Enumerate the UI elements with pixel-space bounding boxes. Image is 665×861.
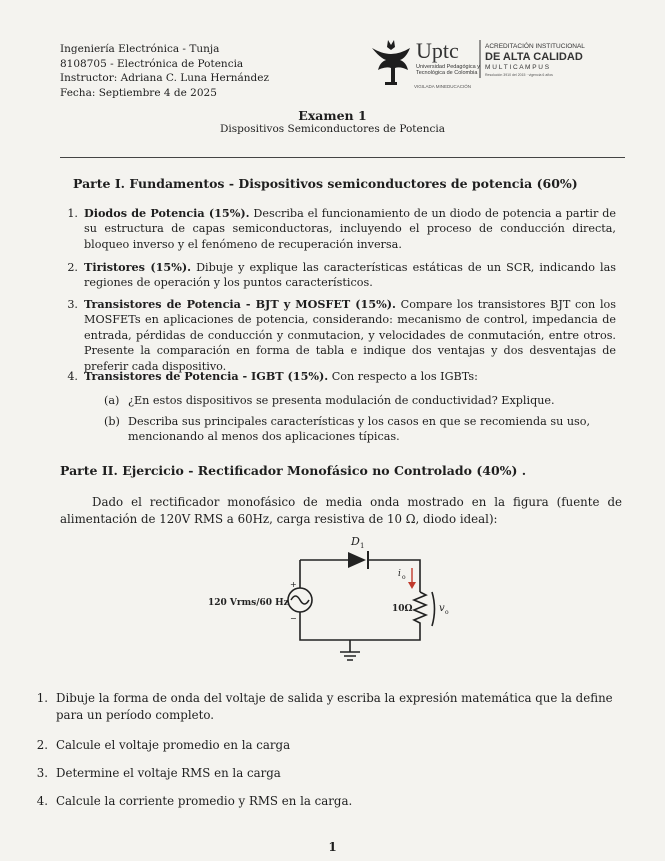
item-title: Diodos de Potencia (15%). — [84, 206, 250, 220]
question-item — [32, 737, 622, 754]
item-text: Compare los transistores BJT con los MOSFETs en aplicaciones de potencia, considerando: mecanismo de control, impedancia de entrada, pérdidas de conducción y conmutacion, y velocidades de conmutación, entre otros. Presente la comparación en forma de tabla e indique dos ventajas y dos desventajas de preferir cada dispositivo. — [84, 298, 616, 373]
question-text: Calcule la corriente promedio y RMS en la carga. — [56, 794, 353, 808]
item-text: Describa el funcionamiento de un diodo de potencia a partir de su estructura de capas semiconductoras, incluyendo el proceso de conducción directa, bloqueo inverso y el fenómeno de recuperación inversa. — [84, 207, 617, 251]
resistor-icon — [414, 592, 426, 626]
question-text: Dibuje la forma de onda del voltaje de salida y escriba la expresión matemática que la define para un período completo. — [56, 691, 613, 722]
exam-title: Examen 1 — [298, 108, 367, 123]
item-title: Transistores de Potencia - BJT y MOSFET (15%). — [84, 297, 396, 311]
item-title: Transistores de Potencia - IGBT (15%). — [84, 369, 329, 383]
accreditation-main: DE ALTA CALIDAD — [485, 51, 583, 63]
ground-icon — [340, 652, 360, 660]
header-line: 8108705 - Electrónica de Potencia — [60, 57, 244, 70]
current-label: i — [398, 569, 401, 579]
header-line: Instructor: Adriana C. Luna Hernández — [60, 72, 269, 84]
question-number: 4. — [36, 794, 48, 808]
subitem-label: (b) — [104, 415, 120, 428]
subitem — [104, 393, 618, 408]
item-title: Tiristores (15%). — [84, 260, 192, 274]
item-number: 2. — [67, 261, 78, 274]
diode-label: D — [351, 535, 360, 548]
diode-sub: 1 — [360, 542, 365, 550]
item-number: 4. — [67, 370, 78, 383]
page-number: 1 — [328, 840, 337, 854]
course-header — [60, 42, 269, 100]
header-line: Ingeniería Electrónica - Tunja — [60, 43, 220, 55]
question-item — [32, 793, 622, 810]
crest-icon — [372, 40, 410, 85]
part1-heading: Parte I. Fundamentos - Dispositivos semiconductores de potencia (60%) — [73, 176, 578, 191]
question-number: 1. — [36, 691, 48, 705]
logo-university-line: Tecnológica de Colombia — [416, 70, 478, 76]
part2-heading: Parte II. Ejercicio - Rectificador Monofásico no Controlado (40%) . — [60, 463, 527, 478]
item-number: 3. — [67, 298, 78, 311]
diode-icon — [348, 551, 368, 569]
voltage-label: v — [439, 603, 445, 614]
item-number: 1. — [67, 207, 78, 220]
university-logo — [368, 34, 598, 92]
accreditation-top: ACREDITACIÓN INSTITUCIONAL — [485, 43, 585, 50]
logo-brand: Uptc — [416, 38, 459, 63]
header-line: Fecha: Septiembre 4 de 2025 — [60, 86, 217, 99]
question-item — [32, 765, 622, 782]
part2-intro: Dado el rectificador monofásico de media onda mostrado en la figura (fuente de alimentación de 120V RMS a 60Hz, carga resistiva de 10 Ω, diodo ideal): — [60, 495, 622, 526]
list-item — [64, 260, 616, 291]
item-text: Dibuje y explique las características estáticas de un SCR, indicando las regiones de operación y los puntos característicos. — [84, 261, 616, 290]
divider — [60, 157, 625, 158]
subitem — [104, 414, 618, 445]
list-item — [64, 297, 616, 374]
current-sub: o — [402, 574, 406, 581]
item-text: Con respecto a los IGBTs: — [328, 370, 478, 383]
question-text: Calcule el voltaje promedio en la carga — [56, 738, 291, 752]
logo-university-line: Universidad Pedagógica y — [416, 64, 480, 70]
voltage-sub: o — [445, 609, 449, 616]
resistor-label: 10Ω — [392, 604, 413, 614]
source-plus: + — [290, 580, 297, 589]
subitem-text: ¿En estos dispositivos se presenta modulación de conductividad? Explique. — [128, 394, 555, 407]
list-item — [64, 206, 616, 252]
list-item — [64, 369, 616, 384]
current-arrow-icon — [408, 568, 416, 589]
subitem-text: Describa sus principales características y los casos en que se recomienda su uso, mencionando al menos dos aplicaciones típicas. — [128, 415, 591, 444]
vigilada-text: VIGILADA MINEDUCACIÓN — [414, 84, 472, 89]
question-item — [32, 690, 622, 723]
rectifier-circuit-diagram — [190, 530, 460, 670]
question-number: 3. — [36, 766, 48, 780]
accreditation-small: Resolución 3910 del 2015 · vigencia 6 años — [485, 73, 553, 77]
accreditation-multicampus: M U L T I C A M P U S — [485, 64, 550, 71]
subitem-label: (a) — [104, 394, 120, 407]
exam-subtitle: Dispositivos Semiconductores de Potencia — [220, 123, 445, 135]
source-label: 120 Vrms/60 Hz — [208, 598, 289, 608]
question-number: 2. — [36, 738, 48, 752]
source-minus: − — [290, 614, 297, 623]
question-text: Determine el voltaje RMS en la carga — [56, 766, 281, 780]
